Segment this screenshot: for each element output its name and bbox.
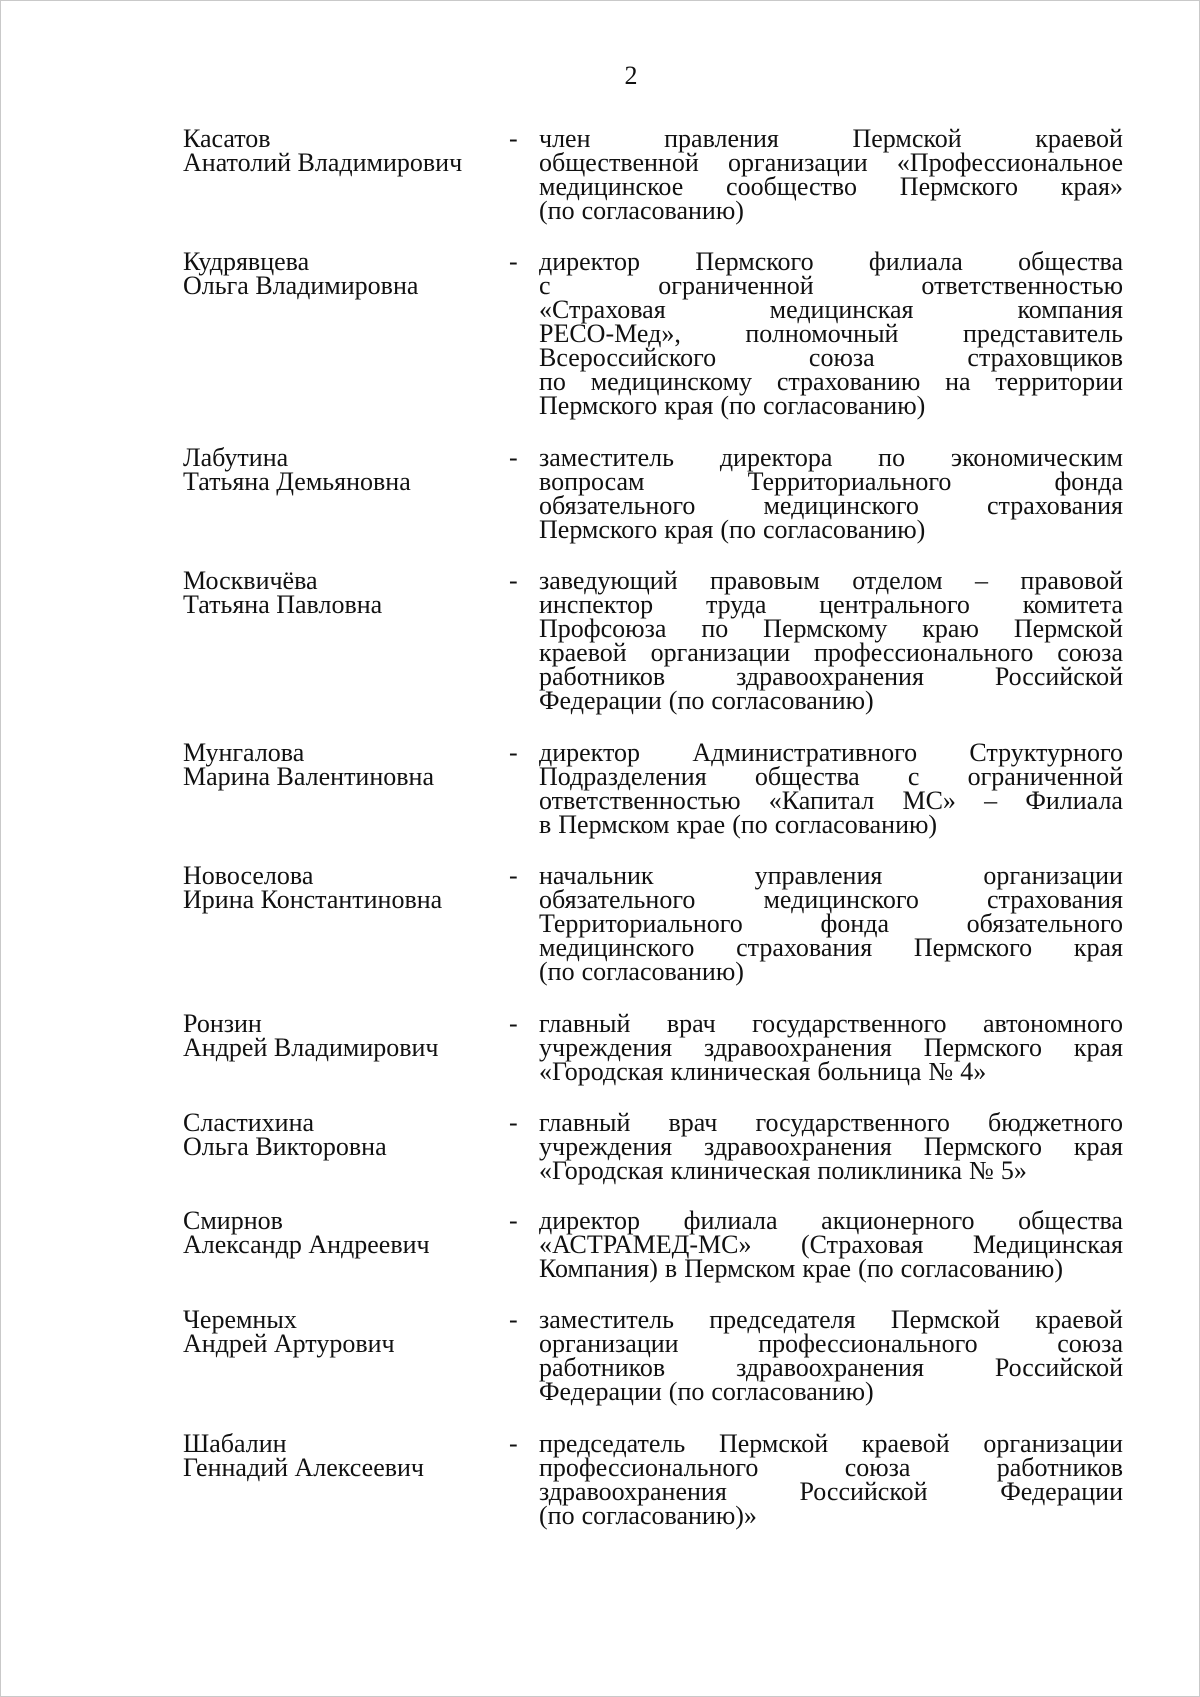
member-position: [539, 443, 1123, 544]
position-word: краевой: [539, 638, 627, 667]
member-surname: Ронзин: [183, 1009, 262, 1038]
member-name: [183, 1206, 509, 1281]
member-position: [539, 1206, 1123, 1283]
position-word: здравоохранения: [539, 1477, 727, 1506]
member-given-names: Ольга Владимировна: [183, 271, 419, 300]
position-word: (по: [858, 1254, 894, 1283]
position-word: учреждения: [539, 1132, 673, 1161]
position-word: Пермского: [923, 1033, 1042, 1062]
position-word: (по: [720, 391, 756, 420]
position-word: согласованию): [762, 515, 926, 544]
position-word: Медицинская: [972, 1230, 1123, 1259]
position-word: Административного: [692, 738, 918, 767]
member-name: [183, 124, 509, 223]
member-given-names: Ирина Константиновна: [183, 885, 443, 914]
position-word: правления: [664, 124, 779, 153]
entry-dash: -: [509, 124, 518, 153]
member-surname: Кудрявцева: [183, 247, 310, 276]
position-word: бюджетного: [987, 1108, 1123, 1137]
position-word: Пермского: [539, 391, 658, 420]
position-word: общественной: [539, 148, 699, 177]
member-given-names: Татьяна Павловна: [183, 590, 383, 619]
member-entry-cheremnykh: [183, 1305, 1123, 1406]
position-word: страхования: [736, 933, 873, 962]
position-word: «Городская: [539, 1057, 664, 1086]
position-word: сообщество: [726, 172, 858, 201]
position-word: «Профессиональное: [896, 148, 1123, 177]
position-line: [539, 515, 1123, 544]
position-word: края: [664, 391, 714, 420]
position-word: ответственностью: [921, 271, 1123, 300]
position-word: заведующий: [539, 566, 678, 595]
position-word: страховщиков: [967, 343, 1123, 372]
member-position: [539, 1108, 1123, 1185]
position-word: вопросам: [539, 467, 645, 496]
position-word: поликлиника: [817, 1156, 962, 1185]
position-word: Федерации: [539, 1377, 662, 1406]
member-surname: Смирнов: [183, 1206, 283, 1235]
position-word: организации: [539, 1329, 679, 1358]
position-word: союза: [844, 1453, 911, 1482]
member-name: [183, 566, 509, 713]
position-word: заместитель: [539, 443, 675, 472]
position-word: здравоохранения: [704, 1033, 892, 1062]
position-word: Пермской: [890, 1305, 1000, 1334]
position-word: Пермского: [913, 933, 1033, 962]
position-word: согласованию): [581, 196, 744, 225]
position-word: клиническая: [670, 1156, 811, 1185]
position-word: компания: [1017, 295, 1123, 324]
position-word: директор: [539, 247, 640, 276]
position-word: здравоохранения: [704, 1132, 892, 1161]
member-surname: Лабутина: [183, 443, 289, 472]
entry-dash: -: [509, 443, 518, 472]
position-word: (по: [668, 1377, 705, 1406]
position-word: (по: [539, 957, 575, 986]
member-surname: Новоселова: [183, 861, 314, 890]
member-given-names: Марина Валентиновна: [183, 762, 434, 791]
position-word: в: [539, 810, 552, 839]
position-word: краевой: [1035, 124, 1123, 153]
position-word: «Страховая: [539, 295, 666, 324]
entry-dash: -: [509, 566, 518, 595]
entry-dash: -: [509, 1429, 518, 1458]
member-entry-labutina: [183, 443, 1123, 544]
position-word: обязательного: [539, 885, 696, 914]
position-word: медицинское: [539, 172, 684, 201]
member-position: [539, 861, 1123, 986]
position-word: Российской: [994, 662, 1123, 691]
member-name: [183, 247, 509, 418]
position-word: организации: [728, 148, 868, 177]
member-surname: Москвичёва: [183, 566, 318, 595]
position-word: управления: [754, 861, 883, 890]
member-given-names: Геннадий Алексеевич: [183, 1453, 424, 1482]
position-word: №: [969, 1156, 994, 1185]
member-name: [183, 1108, 509, 1183]
member-name: [183, 738, 509, 837]
position-word: медицинскому: [590, 367, 753, 396]
position-word: клиническая: [670, 1057, 811, 1086]
position-word: Подразделения: [539, 762, 707, 791]
position-word: края: [1073, 933, 1123, 962]
position-word: Пермской: [1013, 614, 1123, 643]
position-word: Российской: [799, 1477, 928, 1506]
position-word: организации: [983, 861, 1123, 890]
position-word: комитета: [1022, 590, 1123, 619]
position-word: фонда: [820, 909, 889, 938]
position-word: ограниченной: [658, 271, 814, 300]
position-word: здравоохранения: [736, 662, 924, 691]
position-word: (по: [668, 686, 705, 715]
position-word: по: [701, 614, 729, 643]
entry-dash: -: [509, 1108, 518, 1137]
member-name: [183, 861, 509, 984]
position-word: медицинского: [539, 933, 695, 962]
member-given-names: Андрей Артурович: [183, 1329, 395, 1358]
position-word: согласованию): [711, 1377, 874, 1406]
position-word: работников: [539, 662, 666, 691]
position-word: краю: [922, 614, 979, 643]
position-word: медицинского: [763, 885, 919, 914]
member-entry-novoselova: [183, 861, 1123, 986]
position-word: края: [1073, 1132, 1123, 1161]
member-surname: Черемных: [183, 1305, 297, 1334]
position-word: Профсоюза: [539, 614, 667, 643]
position-word: учреждения: [539, 1033, 673, 1062]
position-word: –: [984, 786, 998, 815]
position-word: профессионального: [539, 1453, 759, 1482]
position-word: врач: [666, 1009, 716, 1038]
position-word: страхования: [986, 491, 1123, 520]
member-entry-kasatov: [183, 124, 1123, 225]
position-word: согласованию)»: [581, 1501, 757, 1530]
position-word: по: [539, 367, 566, 396]
position-word: организации: [650, 638, 791, 667]
position-word: Пермской: [852, 124, 962, 153]
position-line: [539, 957, 1123, 986]
position-word: врач: [668, 1108, 718, 1137]
position-word: Территориального: [539, 909, 743, 938]
position-word: Территориального: [747, 467, 952, 496]
position-word: согласованию): [711, 686, 874, 715]
position-line: [539, 1377, 1123, 1406]
position-line: [539, 686, 1123, 715]
position-word: (Страховая: [801, 1230, 924, 1259]
position-word: Пермского: [695, 247, 814, 276]
position-word: краевой: [861, 1429, 950, 1458]
position-word: с: [539, 271, 551, 300]
member-surname: Шабалин: [183, 1429, 287, 1458]
member-position: [539, 247, 1123, 420]
member-entry-smirnov: [183, 1206, 1123, 1283]
position-word: союза: [808, 343, 875, 372]
position-word: (по: [720, 515, 756, 544]
position-word: с: [907, 762, 920, 791]
position-word: центрального: [819, 590, 970, 619]
position-word: отделом: [852, 566, 943, 595]
position-word: союза: [1057, 638, 1123, 667]
member-name: [183, 443, 509, 542]
position-line: [539, 1501, 1123, 1530]
position-word: по: [878, 443, 906, 472]
member-entry-kudryavtseva: [183, 247, 1123, 420]
position-word: территории: [995, 367, 1123, 396]
position-word: Пермском: [558, 810, 670, 839]
position-word: общества: [754, 762, 860, 791]
position-word: в: [664, 1254, 678, 1283]
position-word: труда: [705, 590, 767, 619]
member-entry-ronzin: [183, 1009, 1123, 1086]
member-given-names: Андрей Владимирович: [183, 1033, 439, 1062]
position-word: согласованию): [581, 957, 744, 986]
member-position: [539, 1429, 1123, 1530]
position-word: обязательного: [966, 909, 1123, 938]
position-word: больница: [817, 1057, 922, 1086]
position-word: государственного: [752, 1009, 947, 1038]
position-word: Всероссийского: [539, 343, 717, 372]
position-word: ограниченной: [967, 762, 1123, 791]
member-given-names: Татьяна Демьяновна: [183, 467, 411, 496]
position-word: согласованию): [762, 391, 926, 420]
position-word: Пермского: [539, 515, 658, 544]
position-word: Российской: [994, 1353, 1123, 1382]
position-word: заместитель: [539, 1305, 675, 1334]
member-surname: Сластихина: [183, 1108, 315, 1137]
member-position: [539, 566, 1123, 715]
position-word: общества: [1018, 1206, 1123, 1235]
member-entry-moskvicheva: [183, 566, 1123, 715]
position-word: согласованию): [900, 1254, 1063, 1283]
member-position: [539, 124, 1123, 225]
position-word: союза: [1057, 1329, 1123, 1358]
entry-dash: -: [509, 1305, 518, 1334]
position-word: общества: [1018, 247, 1123, 276]
position-word: края»: [1060, 172, 1123, 201]
position-line: [539, 1156, 1123, 1185]
position-line: [539, 1254, 1123, 1283]
position-word: Федерации: [1000, 1477, 1123, 1506]
member-name: [183, 1305, 509, 1404]
position-word: начальник: [539, 861, 654, 890]
position-word: (по: [539, 1501, 575, 1530]
position-word: правовой: [1020, 566, 1123, 595]
position-word: директор: [539, 1206, 640, 1235]
member-position: [539, 1305, 1123, 1406]
position-word: Пермской: [718, 1429, 829, 1458]
position-word: филиала: [683, 1206, 778, 1235]
position-word: 4»: [960, 1057, 987, 1086]
position-word: государственного: [755, 1108, 950, 1137]
position-word: экономическим: [950, 443, 1123, 472]
position-word: обязательного: [539, 491, 696, 520]
position-word: профессионального: [758, 1329, 978, 1358]
position-word: «АСТРАМЕД-МС»: [539, 1230, 752, 1259]
position-word: Пермского: [923, 1132, 1042, 1161]
position-line: [539, 196, 1123, 225]
position-word: медицинского: [763, 491, 919, 520]
member-entry-slastikhina: [183, 1108, 1123, 1185]
page-number: 2: [624, 61, 638, 90]
member-entry-shabalin: [183, 1429, 1123, 1530]
position-line: [539, 391, 1123, 420]
position-word: 5»: [1000, 1156, 1027, 1185]
position-word: края: [1073, 1033, 1123, 1062]
member-given-names: Александр Андреевич: [183, 1230, 430, 1259]
position-word: ответственностью: [539, 786, 741, 815]
position-word: профессионального: [813, 638, 1034, 667]
position-word: Федерации: [539, 686, 662, 715]
position-word: здравоохранения: [736, 1353, 924, 1382]
position-word: представитель: [962, 319, 1123, 348]
position-word: РЕСО-Мед»,: [539, 319, 681, 348]
member-name: [183, 1009, 509, 1084]
position-word: согласованию): [774, 810, 938, 839]
position-word: работников: [539, 1353, 666, 1382]
position-word: полномочный: [745, 319, 899, 348]
position-word: Структурного: [969, 738, 1123, 767]
member-surname: Мунгалова: [183, 738, 305, 767]
position-word: Компания): [539, 1254, 658, 1283]
position-word: председателя: [709, 1305, 856, 1334]
position-word: инспектор: [539, 590, 654, 619]
position-word: краевой: [1035, 1305, 1123, 1334]
position-line: [539, 810, 1123, 839]
member-name: [183, 1429, 509, 1528]
position-word: директор: [539, 738, 640, 767]
member-given-names: Анатолий Владимирович: [183, 148, 463, 177]
entry-dash: -: [509, 861, 518, 890]
member-given-names: Ольга Викторовна: [183, 1132, 387, 1161]
position-word: филиала: [868, 247, 963, 276]
position-word: «Городская: [539, 1156, 664, 1185]
position-word: Пермскому: [763, 614, 888, 643]
position-word: организации: [983, 1429, 1123, 1458]
position-word: акционерного: [821, 1206, 975, 1235]
position-word: (по: [732, 810, 768, 839]
position-word: главный: [539, 1009, 631, 1038]
position-word: фонда: [1054, 467, 1123, 496]
position-line: [539, 1057, 1123, 1086]
position-word: член: [539, 124, 591, 153]
entry-dash: -: [509, 738, 518, 767]
position-word: крае: [802, 1254, 852, 1283]
position-word: правовым: [710, 566, 820, 595]
position-word: главный: [539, 1108, 631, 1137]
position-word: Пермском: [684, 1254, 796, 1283]
position-word: №: [928, 1057, 954, 1086]
position-word: края: [664, 515, 714, 544]
entry-dash: -: [509, 247, 518, 276]
member-entry-mungalova: [183, 738, 1123, 839]
position-word: директора: [719, 443, 833, 472]
entry-dash: -: [509, 1009, 518, 1038]
position-word: страхованию: [776, 367, 921, 396]
member-position: [539, 738, 1123, 839]
member-position: [539, 1009, 1123, 1086]
position-word: автономного: [982, 1009, 1123, 1038]
position-word: председатель: [539, 1429, 686, 1458]
position-word: работников: [996, 1453, 1123, 1482]
position-word: крае: [676, 810, 726, 839]
position-word: (по: [539, 196, 575, 225]
position-word: медицинская: [769, 295, 914, 324]
position-word: Филиала: [1025, 786, 1123, 815]
position-word: на: [945, 367, 971, 396]
position-word: страхования: [986, 885, 1123, 914]
position-word: «Капитал: [768, 786, 875, 815]
position-word: МС»: [902, 786, 956, 815]
member-surname: Касатов: [183, 124, 271, 153]
position-word: Пермского: [899, 172, 1019, 201]
position-word: –: [975, 566, 989, 595]
entry-dash: -: [509, 1206, 518, 1235]
